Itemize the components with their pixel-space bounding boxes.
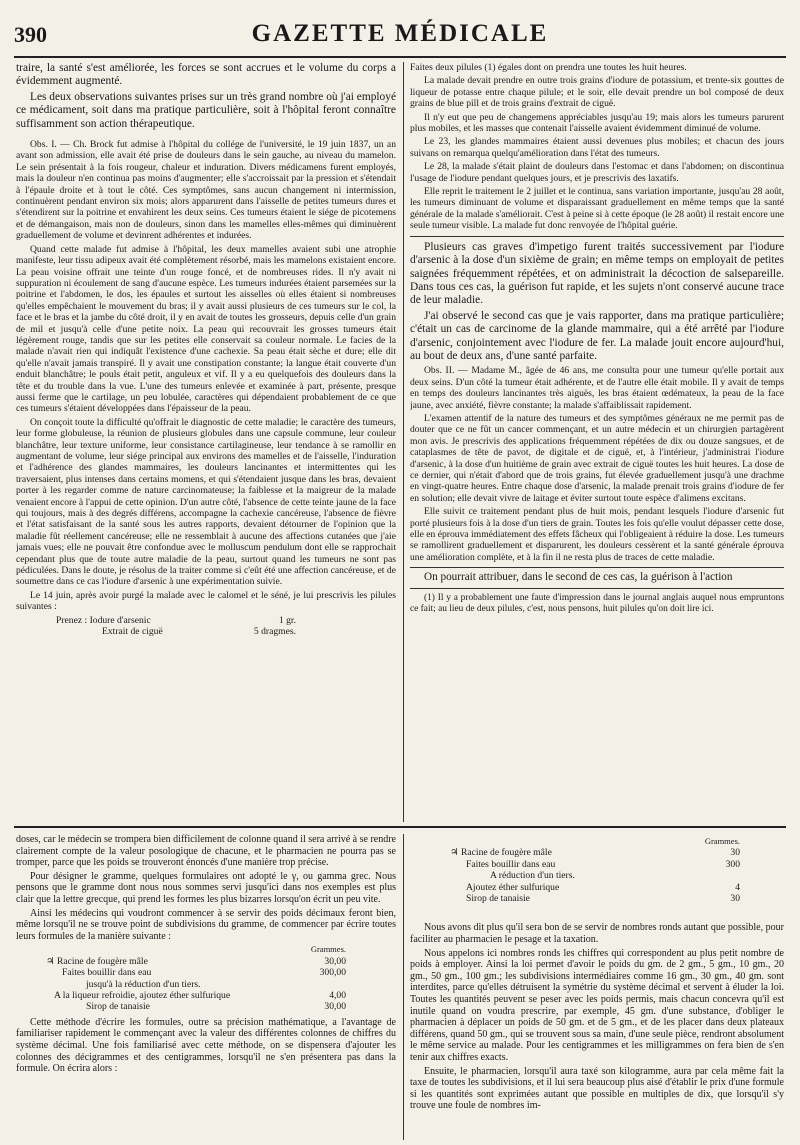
paragraph: Le 28, la malade s'était plaint de douleurs dans l'estomac et dans l'abdomen; on discontinua l'usage de l'iodure pendant quelques jours, et je prescrivis des laxatifs.: [410, 161, 784, 184]
prescription-row: [450, 870, 740, 881]
paragraph: Cette méthode d'écrire les formules, outre sa précision mathématique, a l'avantage de familiariser rapidement le commençant avec la valeur des différentes colonnes de chiffres du système décimal. Une fois familiarisé avec cette méthode, on se dispensera d'ajouter les colonnes des décigrammes et des centigrammes, lorsqu'il ne s'en présentera pas dans la formule. On écrira alors :: [16, 1016, 396, 1075]
upper-left-column: [16, 62, 396, 822]
observation-2: Obs. II. — Madame M., âgée de 46 ans, me consulta pour une tumeur qu'elle portait aux deux seins. D'un côté la tumeur était adhérente, et de l'autre elle était mobile. Il y avait de temps en temps des douleurs lancinantes très aiguës, les bras étaient œdémateux, la peau de la face jaune, avec anxiété, fièvre constante; la malade s'affaiblissait rapidement.: [410, 365, 784, 411]
prescription-item-value: 30: [730, 893, 740, 905]
prescription-item-value: [680, 870, 740, 881]
prescription-row: [46, 967, 346, 978]
section-rule: [410, 236, 784, 237]
prescription-item-value: 30,00: [324, 1001, 346, 1013]
footnote: (1) Il y a probablement une faute d'impression dans le journal anglais auquel nous empruntons ce fait; au lieu de deux pilules, c'est, nous pensons, huit pilules qu'on doit lire ici.: [410, 593, 784, 615]
footnote-rule: [410, 588, 784, 589]
prescription-row: [56, 626, 296, 637]
prescription-item-name: ♃ Racine de fougère mâle: [450, 847, 552, 859]
prescription-item-name: Sirop de tanaisie: [86, 1001, 150, 1013]
paragraph: On pourrait attribuer, dans le second de ces cas, la guérison à l'action: [424, 571, 733, 584]
column-divider: [403, 62, 404, 822]
units-header: Grammes.: [310, 944, 346, 955]
prescription-item-name: A réduction d'un tiers.: [490, 870, 575, 882]
paragraph: Nous avons dit plus qu'il sera bon de se servir de nombres ronds autant que possible, pour faciliter au pharmacien le pesage et la taxation.: [410, 922, 784, 946]
prescription-item-value: 4,00: [329, 989, 346, 1001]
prescription-item-name: Extrait de ciguë: [102, 626, 163, 638]
observation-1: Obs. I. — Ch. Brock fut admise à l'hôpital du collége de l'université, le 19 juin 1837, un an avant son admission, elle avait été prise de douleurs dans le sein gauche, au niveau du mamelon. Le sein présentait à la fois rougeur, chaleur et induration. Divers médicamens furent employés, mais la douleur n'en continua pas moins d'augmenter; elle s'accroissait par la pression et s'étendait à l'épaule droite et à tout le côté. Ces symptômes, sans aucun changement ni intermission, continuèrent pendant environ six mois; alors apparurent dans l'aisselle de petites tumeurs dures et s'étendirent sur la poitrine et envahirent les deux seins. Ces tumeurs étaient le siége de picotemens et de démangaison, mais non de douleurs, sinon dans les mamelles elles-mêmes qui diminuèrent graduellement de volume et devinrent adhérentes et indurées.: [16, 139, 396, 242]
prescription-item-name: ♃ Racine de fougère mâle: [46, 955, 148, 967]
prescription-item-name: jusqu'à la réduction d'un tiers.: [86, 978, 201, 990]
prescription-row: [46, 1001, 346, 1012]
paragraph: Le 23, les glandes mammaires étaient aussi devenues plus mobiles; et chacun des jours suivans on remarqua quelqu'amélioration dans l'état des tumeurs.: [410, 136, 784, 159]
paragraph: Faites deux pilules (1) égales dont on prendra une toutes les huit heures.: [410, 62, 687, 73]
prescription-row: [450, 882, 740, 893]
prescription-item-value: 300: [725, 858, 740, 870]
prescription-row: [46, 990, 346, 1001]
lower-right-column: [410, 834, 784, 1140]
units-header: Grammes.: [704, 836, 740, 846]
prescription-row: [56, 615, 296, 626]
prescription-item-value: 300,00: [319, 967, 346, 979]
prescription-2: [46, 944, 346, 1012]
paragraph: On conçoit toute la difficulté qu'offrait le diagnostic de cette maladie; le caractère des tumeurs, leur forme globuleuse, la réunion de plusieurs globules dans une capsule commune, leur couleur blanchâtre, leur texture uniforme, leur consistance cartilagineuse, leur tendance à se ramollir en augmentant de volume, leur siége principal aux environs des mamelles et de l'aisselle, l'induration et l'adhérence des glandes mammaires, les douleurs lancinantes et intermittentes qui les traversaient, plus intenses dans certains momens, et qui s'étendaient jusque dans les bras, devaient porter à les regarder comme de nature carcinomateuse; la faiblesse et la maigreur de la malade venaient encore à l'appui de cette opinion. D'un autre côté, l'absence de cette teinte jaune de la face qui toujours, mais à des degrés différens, accompagne la cachexie cancéreuse, l'absence de fièvre et l'état satisfaisant de la santé sous les autres rapports, devaient détourner de l'opinion que la maladie fût réellement cancéreuse; elle ne ressemblait à aucune des affections cutanées que j'aie jamais vues; elle ne pouvait être confondue avec le molluscum pendulum dont elle se rapprochait cependant plus que de toute autre maladie de la peau, surtout quand les tumeurs ne sont pas pédiculées. Dans le doute, je résolus de la traiter comme si c'eût été une affection cancéreuse, et de soumettre dans ce cas l'iodure d'arsenic à une expérimentation suivie.: [16, 416, 396, 588]
column-divider: [403, 834, 404, 1140]
page-header: [14, 18, 786, 52]
prescription-item-value: 5 dragmes.: [253, 626, 296, 638]
prescription-item-value: 1 gr.: [278, 614, 296, 626]
prescription-item-name: Sirop de tanaisie: [466, 893, 530, 905]
prescription-item-value: 30,00: [324, 955, 346, 967]
paragraph: Quand cette malade fut admise à l'hôpital, les deux mamelles avaient subi une atrophie manifeste, leur tissu adipeux avait été complètement résorbé, mais les mamelons existaient encore. La peau voisine offrait une teinte d'un rouge foncé, et de nombreuses rides. Il n'y avait ni suppuration ni écoulement de sang d'aucune espèce. Les tumeurs indurées étaient parsemées sur la poitrine et l'abdomen, le dos, les épaules et surtout les aisselles où elles étaient si nombreuses qu'elles empêchaient le mouvement du bras; il y avait aussi plusieurs de ces tumeurs sur le col, la face et le bras et la jambe du côté droit, il y en avait de toutes les grosseurs, depuis celle d'un grain de mil et jusqu'à celle d'une petite noix. La peau qui recouvrait les grosses tumeurs était légèrement rouge, tandis que sur les petites elle conservait sa couleur normale. Le facies de la malade n'avait rien qui indiquât l'existence d'une cachexie. Sa peau était sèche et dure; elle dit qu'elle n'avait jamais transpiré. Il y avait une constipation constante; la langue était couverte d'un enduit blanchâtre; le pouls était petit, anguleux et vif. Il y a eu quelquefois des douleurs dans la tête et du trouble dans la vue. L'une des tumeurs enlevée et examinée à part, présente, presque aussi ferme que le cartilage, un peu lobulée, caractères qui dépendaient probablement de ce que ces tumeurs s'étaient développées dans l'épaisseur de la peau.: [16, 243, 396, 415]
paragraph: Pour désigner le gramme, quelques formulaires ont adopté le γ, ou gamma grec. Nous pensons que le gramme dont nous nous sommes servi jusqu'ici dans nos exemples est plus clair que la lettre grecque, qui prend les formes les plus bizarres lorsqu'on écrit un peu vite.: [16, 870, 396, 905]
paragraph: Elle reprit le traitement le 2 juillet et le continua, sans variation importante, jusqu'au 28 août, les tumeurs diminuant de volume et disparaissant graduellement en même temps que la santé générale de la malade s'améliorait. C'est à peine si à cette époque (le 28 août) il restait encore une seule tumeur visible. La malade fut donc renvoyée de l'hôpital guérie.: [410, 186, 784, 232]
prescription-item-name: Ajoutez éther sulfurique: [466, 881, 560, 893]
paragraph: doses, car le médecin se trompera bien difficilement de colonne quand il sera arrivé à se rendre clairement compte de la valeur posologique de chacune, et le pharmacien ne pourra pas se tromper, parce que les poids se trouveront énoncés d'une manière trop précise.: [16, 834, 396, 869]
paragraph: traire, la santé s'est améliorée, les forces se sont accrues et le volume du corps a évidemment augmenté.: [16, 62, 396, 88]
paragraph: Les deux observations suivantes prises sur un très grand nombre où j'ai employé ce médicament, soit dans ma pratique particulière, soit à l'hôpital feront connaître suffisamment son action thérapeutique.: [16, 90, 396, 130]
prescription-row: [450, 893, 740, 904]
prescription-row: [450, 847, 740, 858]
paragraph: La malade devait prendre en outre trois grains d'iodure de potassium, et trente-six gouttes de liqueur de potasse entre chaque pilule; et le soir, elle devait prendre un bol composé de deux grains de blue pill et de trois grains d'extrait de ciguë.: [410, 75, 784, 110]
prescription-label: Prenez :: [56, 614, 88, 626]
prescription-item-name: Iodure d'arsenic: [89, 614, 151, 626]
paragraph: L'examen attentif de la nature des tumeurs et des symptômes généraux ne me permit pas de douter que ce ne fût un cancer commençant, et un autre médecin et un chirurgien partagèrent mon avis. Je prescrivis des applications fréquemment répétées de dix ou douze sangsues, et de cataplasmes de tête de pavot, de digitale et de ciguë, et, à l'intérieur, j'administrai l'iodure d'arsenic, à la dose d'un huitième de grain avec extrait de ciguë toutes les huit heures. La dose de ce dernier, qui n'était d'abord que de trois grains, fut élevée graduellement jusqu'à une drachme en vingt-quatre heures. Entre chaque dose d'arsenic, la malade prenait trois grains d'iodure de fer en solution; elle devait vivre de laitage et éviter surtout toute espèce d'alimens excitans.: [410, 412, 784, 504]
header-rule: [14, 56, 786, 58]
section-rule: [410, 567, 784, 568]
section-divider: [14, 826, 786, 828]
prescription-3: [450, 836, 740, 904]
journal-title: GAZETTE MÉDICALE: [251, 20, 549, 47]
prescription-item-name: A la liqueur refroidie, ajoutez éther sulfurique: [54, 989, 231, 1001]
prescription-row: [46, 956, 346, 967]
upper-right-column: [410, 62, 784, 822]
prescription-item-value: [286, 979, 346, 990]
prescription-item-name: Faites bouillir dans eau: [62, 967, 152, 979]
prescription-row: [46, 979, 346, 990]
paragraph: Plusieurs cas graves d'impetigo furent traités successivement par l'iodure d'arsenic à la dose d'un sixième de grain; en même temps on employait de petites saignées fréquemment répétées, et on administrait la décoction de salsepareille. Dans tous ces cas, la guérison fut rapide, et les sujets n'ont conservé aucune trace de leur maladie.: [410, 240, 784, 307]
lower-left-column: [16, 834, 396, 1140]
prescription-item-name: Faites bouillir dans eau: [466, 858, 556, 870]
paragraph: Elle suivit ce traitement pendant plus de huit mois, pendant lesquels l'iodure d'arsenic fut porté plusieurs fois à la dose d'un tiers de grain. Toutes les fois qu'elle voulut dépasser cette dose, elle en éprouva immédiatement des effets fâcheux qui l'obligeaient à réduire la dose. Les tumeurs se ramollirent graduellement et disparurent, les douleurs cessèrent et la santé générale éprouva une amélioration complète, et à la fin il ne resta plus de traces de cette maladie.: [410, 506, 784, 563]
prescription-item-value: 4: [735, 881, 740, 893]
paragraph: Le 14 juin, après avoir purgé la malade avec le calomel et le séné, je lui prescrivis les pilules suivantes :: [16, 589, 396, 613]
paragraph: Nous appelons ici nombres ronds les chiffres qui correspondent au plus petit nombre de poids à employer. Ainsi la loi permet d'avoir le poids du gm. de 2 gm., 5 gm., 10 gm., 20 gm., 50 gm., 100 gm.; les subdivisions intermédiaires comme 16 gm., 30 gm., 40 gm. sont interdites, parce qu'elles détruisent la symétrie du système décimal et servent à éluder la loi. Toutes les quantités peuvent se peser avec les poids permis, mais chacun concevra qu'il est inutile quand on voudra prescrire, par exemple, 45 gm. d'une substance, d'obliger le pharmacien à déplacer un poids de 50 gm. et de 5 gm., et de les placer dans deux plateaux différens, quand 50 gm., qui se trouvent sous sa main, d'une seule pièce, rendront absolument le même service au malade. Pour les centigrammes et les milligrammes on fera bien de s'en tenir aux chiffres exacts.: [410, 947, 784, 1063]
prescription-1: [56, 615, 296, 638]
prescription-item-value: 30: [730, 847, 740, 859]
paragraph: Ainsi les médecins qui voudront commencer à se servir des poids décimaux feront bien, même lorsqu'il ne se trouve point de subdivisions du gramme, de commencer par écrire toutes leurs formules de la manière suivante :: [16, 907, 396, 942]
prescription-row: [450, 859, 740, 870]
paragraph: Ensuite, le pharmacien, lorsqu'il aura taxé son kilogramme, aura par cela même fait la taxe de toutes les subdivisions, et il lui sera beaucoup plus aisé d'établir le prix d'une formule si les quantités sont exprimées autant que possible en multiples de dix, que lorsqu'il s'y trouve une foule de nombres im-: [410, 1065, 784, 1112]
paragraph: J'ai observé le second cas que je vais rapporter, dans ma pratique particulière; c'était un cas de carcinome de la glande mammaire, qui a été arrêté par l'iodure d'arsenic, conjointement avec l'iodure de fer. La malade jouit encore aujourd'hui, au bout de deux ans, d'une santé parfaite.: [410, 309, 784, 362]
paragraph: Il n'y eut que peu de changemens appréciables jusqu'au 19; mais alors les tumeurs parurent plus mobiles, et les masses que contenait l'aisselle avaient évidemment diminué de volume.: [410, 111, 784, 135]
page-number: 390: [14, 22, 47, 47]
